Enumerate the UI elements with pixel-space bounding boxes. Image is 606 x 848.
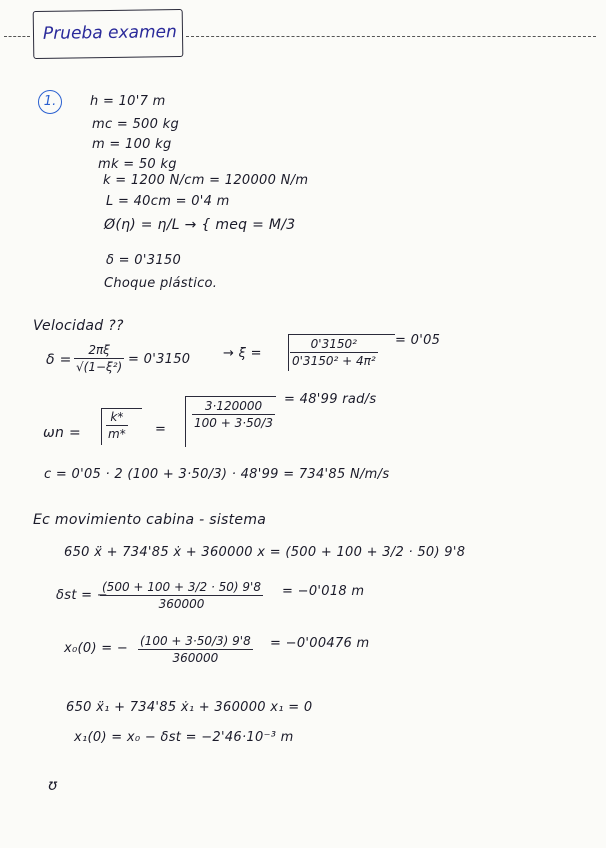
given-line: k = 1200 N/cm = 120000 N/m (103, 173, 309, 188)
given-line: mk = 50 kg (98, 157, 177, 172)
xi-value: = 0'05 (395, 333, 441, 348)
wn-label: ωn = (43, 425, 81, 441)
free-motion-equation: 650 ẍ₁ + 734'85 ẋ₁ + 360000 x₁ = 0 (66, 700, 313, 715)
x0-denominator: 360000 (138, 649, 253, 665)
dst-value: = −0'018 m (282, 584, 365, 599)
delta-numerator: 2πξ (88, 343, 110, 357)
initial-condition: x₁(0) = x₀ − δst = −2'46·10⁻³ m (74, 730, 294, 745)
velocidad-heading: Velocidad ?? (33, 318, 124, 334)
xi-fraction (290, 337, 378, 368)
x0-value: = −0'00476 m (270, 636, 370, 651)
wn-equals: = (155, 422, 167, 437)
title-box (33, 9, 184, 59)
xi-numerator: 0'3150² (310, 337, 357, 351)
wn-fraction (106, 410, 128, 441)
dst-numerator: (500 + 100 + 3/2 · 50) 9'8 (102, 580, 261, 594)
xi-denominator: 0'3150² + 4π² (292, 354, 376, 368)
trailing-mark: ʊ (48, 776, 58, 794)
x0-numerator: (100 + 3·50/3) 9'8 (140, 634, 251, 648)
x0-fraction (138, 634, 253, 665)
wn-numerator: k* (110, 410, 124, 424)
movimiento-heading: Ec movimiento cabina - sistema (33, 512, 267, 528)
dst-label: δst = − (56, 588, 108, 603)
wn-fraction-2 (192, 399, 275, 430)
page-title: Prueba examen (42, 22, 177, 44)
delta-value: = 0'3150 (128, 352, 191, 367)
dst-denominator: 360000 (100, 595, 263, 611)
x0-label: x₀(0) = − (64, 641, 129, 656)
delta-fraction (74, 343, 124, 374)
given-line: L = 40cm = 0'4 m (106, 194, 230, 209)
damping-line: c = 0'05 · 2 (100 + 3·50/3) · 48'99 = 734'85 N/m/s (44, 467, 390, 482)
wn-denominator-2: 100 + 3·50/3 (194, 416, 273, 430)
delta-denominator: √(1−ξ²) (76, 360, 123, 374)
header-dashed-line (186, 36, 596, 37)
given-line: m = 100 kg (92, 137, 172, 152)
given-line: δ = 0'3150 (106, 253, 182, 268)
delta-label: δ = (46, 352, 72, 368)
wn-denominator: m* (108, 427, 126, 441)
problem-number: 1. (38, 90, 62, 114)
wn-numerator-2: 3·120000 (204, 399, 263, 413)
given-line: mc = 500 kg (92, 117, 179, 132)
given-line: Ø(η) = η/L → { meq = M/3 (104, 217, 296, 233)
given-line: Choque plástico. (104, 276, 218, 291)
header-dashed-line (4, 36, 30, 37)
dst-fraction (100, 580, 263, 611)
given-line: h = 10'7 m (90, 94, 166, 109)
motion-equation: 650 ẍ + 734'85 ẋ + 360000 x = (500 + 100 + 3/2 · 50) 9'8 (64, 545, 466, 560)
xi-arrow: → ξ = (223, 346, 262, 361)
wn-value: = 48'99 rad/s (284, 392, 377, 407)
